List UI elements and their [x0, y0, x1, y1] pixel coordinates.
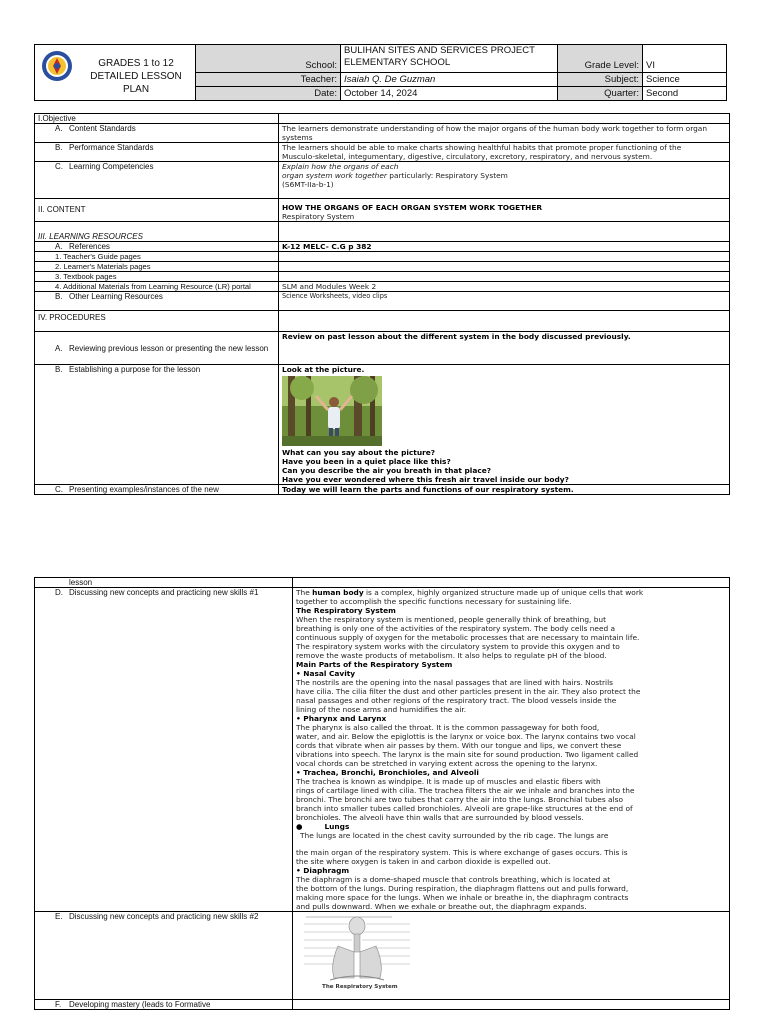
- d-di-line4: and pulls downward. When we exhale or breathe out, the diaphragm expands.: [296, 902, 587, 911]
- procedure-e-label: [35, 912, 293, 1000]
- procedure-b-question1: What can you say about the picture?: [282, 448, 436, 457]
- d-heading-diaphragm: • Diaphragm: [296, 866, 350, 875]
- d-di-line2: the bottom of the lungs. During respiration, the diaphragm flattens out and pulls forward,: [296, 884, 629, 893]
- performance-standards-line1: The learners should be able to make charts showing healthful habits that promote proper functioning of the: [282, 143, 682, 152]
- d-lu-gap: [296, 840, 726, 848]
- competencies-label: [35, 162, 279, 199]
- procedure-f-label: [35, 1000, 293, 1010]
- procedures-heading: IV. PROCEDURES: [35, 311, 279, 332]
- d-tb-line5: bronchioles. The alveoli have thin walls that are surrounded by blood vessels.: [296, 813, 584, 822]
- d-pl-line3: cords that vibrate when air passes by them. With our tongue and lips, we convert these: [296, 741, 622, 750]
- forest-girl-photo: [282, 376, 382, 446]
- content-heading: II. CONTENT: [35, 199, 279, 222]
- header-table: [34, 44, 727, 101]
- references-letter: A.: [55, 242, 63, 251]
- procedure-d-text: Discussing new concepts and practicing new skills #1: [69, 588, 259, 597]
- content-standards-text: Content Standards: [69, 124, 136, 133]
- d-pl-line2: water, and air. Below the epiglottis is the larynx or voice box. The larynx contains two vocal: [296, 732, 636, 741]
- resources-heading: III. LEARNING RESOURCES: [35, 222, 279, 242]
- d-heading-respiratory: The Respiratory System: [296, 606, 396, 615]
- d-tb-line3: bronchi. The bronchi are two tubes that carry the air into the lungs. Bronchial tubes also: [296, 795, 623, 804]
- teachers-guide-label: 1. Teacher's Guide pages: [35, 252, 279, 262]
- procedure-a-value: Review on past lesson about the different system in the body discussed previously.: [279, 332, 730, 365]
- content-value: [279, 199, 730, 222]
- teacher-value: Isaiah Q. De Guzman: [341, 73, 558, 87]
- d-rs-line5: remove the waste products of metabolism. It also helps to regulate pH of the blood.: [296, 651, 607, 660]
- procedure-e-value: [293, 912, 730, 1000]
- d-tb-line2: rings of cartilage lined with cilia. The trachea filters the air we inhale and branches into the: [296, 786, 635, 795]
- d-nc-line1: The nostrils are the opening into the nasal passages that are lined with hairs. Nostrils: [296, 678, 613, 687]
- d-nc-line3: nasal passages and other regions of the respiratory tract. The blood vessels inside the: [296, 696, 617, 705]
- procedure-f-letter: F.: [55, 1000, 62, 1009]
- d-lu-line2: the main organ of the respiratory system. This is where exchange of gases occurs. This is: [296, 848, 628, 857]
- procedure-b-value: [279, 365, 730, 485]
- procedure-c-label: [35, 485, 279, 495]
- d-intro-bold: human body: [312, 588, 364, 597]
- d-heading-nasal: • Nasal Cavity: [296, 669, 356, 678]
- competencies-letter: C.: [55, 162, 63, 171]
- procedure-f-value: [293, 1000, 730, 1010]
- d-tb-line4: branch into smaller tubes called bronchioles. Alveoli are grape-like structures at the end of: [296, 804, 633, 813]
- date-value: October 14, 2024: [341, 87, 558, 101]
- other-resources-letter: B.: [55, 292, 63, 301]
- d-tb-line1: The trachea is known as windpipe. It is made up of muscles and elastic fibers with: [296, 777, 601, 786]
- subject-label: Subject:: [558, 73, 643, 87]
- procedure-d-value: [293, 588, 730, 912]
- grade-label: Grade Level:: [558, 45, 643, 73]
- competencies-value: [279, 162, 730, 199]
- d-rs-line4: The respiratory system works with the circulatory system to provide this oxygen and to: [296, 642, 620, 651]
- school-line2: ELEMENTARY SCHOOL: [344, 57, 451, 68]
- quarter-value: Second: [643, 87, 727, 101]
- competencies-line2-rest: particularly: Respiratory System: [386, 171, 508, 180]
- procedure-c-value-cont: [293, 578, 730, 588]
- plan-title-line2: DETAILED LESSON PLAN: [90, 71, 182, 95]
- performance-standards-line2: Musculo-skeletal, integumentary, digestive, circulatory, excretory, respiratory, and nervous system.: [282, 152, 653, 161]
- procedure-b-intro: Look at the picture.: [282, 365, 365, 374]
- d-rs-line2: breathing is only one of the activities of the respiratory system. The body cells need a: [296, 624, 616, 633]
- d-lu-line3: the site where oxygen is taken in and carbon dioxide is expelled out.: [296, 857, 551, 866]
- d-heading-lungs: [296, 822, 726, 831]
- school-line1: BULIHAN SITES AND SERVICES PROJECT: [344, 45, 535, 56]
- competencies-line2-italic: organ system work together: [282, 171, 387, 180]
- procedure-a-text: Reviewing previous lesson or presenting the new lesson: [69, 344, 269, 353]
- d-pl-line5: vocal chords can be stretched in varying extent across the opening to the larynx.: [296, 759, 598, 768]
- teacher-label: Teacher:: [196, 73, 341, 87]
- learners-materials-value: [279, 262, 730, 272]
- d-heading-main-parts: Main Parts of the Respiratory System: [296, 660, 453, 669]
- d-lu-line1: The lungs are located in the chest cavity surrounded by the rib cage. The lungs are: [300, 831, 609, 840]
- respiratory-system-diagram: [300, 914, 415, 999]
- school-label: School:: [196, 45, 341, 73]
- procedure-c-text: Presenting examples/instances of the new: [69, 485, 219, 494]
- references-text: References: [69, 242, 110, 251]
- procedure-b-text: Establishing a purpose for the lesson: [69, 365, 201, 374]
- content-title: HOW THE ORGANS OF EACH ORGAN SYSTEM WORK TOGETHER: [282, 203, 543, 212]
- procedure-b-label: [35, 365, 279, 485]
- d-pl-line1: The pharynx is also called the throat. It is the common passageway for both food,: [296, 723, 600, 732]
- competencies-line2: [282, 171, 726, 180]
- performance-standards-label: [35, 143, 279, 162]
- respiratory-diagram-icon: [300, 914, 415, 994]
- d-di-line1: The diaphragm is a dome-shaped muscle that controls breathing, which is located at: [296, 875, 611, 884]
- performance-standards-text: Performance Standards: [69, 143, 154, 152]
- other-resources-label: [35, 292, 279, 311]
- competencies-line1: Explain how the organs of each: [282, 162, 399, 171]
- performance-standards-letter: B.: [55, 143, 63, 152]
- header-logo-cell: [35, 45, 196, 101]
- procedures-heading-right: [279, 311, 730, 332]
- procedure-b-question3: Can you describe the air you breath in that place?: [282, 466, 492, 475]
- procedure-a-letter: A.: [55, 344, 63, 353]
- plan-title: [82, 57, 190, 96]
- d-intro-pre: The: [296, 588, 313, 597]
- other-resources-value: Science Worksheets, video clips: [279, 292, 730, 311]
- lesson-plan-table-page2: [34, 577, 730, 1010]
- learners-materials-label: 2. Learner's Materials pages: [35, 262, 279, 272]
- references-label: [35, 242, 279, 252]
- procedure-c-value: Today we will learn the parts and functions of our respiratory system.: [279, 485, 730, 495]
- date-label: Date:: [196, 87, 341, 101]
- quarter-label: Quarter:: [558, 87, 643, 101]
- procedure-a-label: [35, 332, 279, 365]
- performance-standards-value: [279, 143, 730, 162]
- procedure-f-text: Developing mastery (leads to Formative: [69, 1000, 211, 1009]
- d-intro-line2: together to accomplish the specific functions necessary for sustaining life.: [296, 597, 572, 606]
- procedure-b-question2: Have you been in a quiet place like this?: [282, 457, 451, 466]
- procedure-d-label: [35, 588, 293, 912]
- d-pl-line4: vibrations into speech. The larynx is the main site for sound production. Two ligament called: [296, 750, 639, 759]
- content-standards-letter: A.: [55, 124, 63, 133]
- teachers-guide-value: [279, 252, 730, 262]
- procedure-b-question4: Have you ever wondered where this fresh air travel inside our body?: [282, 475, 569, 484]
- bullet-icon: ●: [296, 822, 303, 831]
- d-nc-line2: have cilia. The cilia filter the dust and other particles present in the air. They also protect the: [296, 687, 641, 696]
- procedure-e-text: Discussing new concepts and practicing new skills #2: [69, 912, 259, 921]
- competencies-text: Learning Competencies: [69, 162, 154, 171]
- procedure-e-letter: E.: [55, 912, 63, 921]
- plan-title-line1: GRADES 1 to 12: [98, 58, 174, 69]
- other-resources-text: Other Learning Resources: [69, 292, 163, 301]
- procedure-b-letter: B.: [55, 365, 63, 374]
- lesson-plan-table-page1: [34, 113, 730, 495]
- d-intro-post: is a complex, highly organized structure made up of unique cells that work: [363, 588, 644, 597]
- d-di-line3: making more space for the lungs. When we inhale or breathe in, the diaphragm contracts: [296, 893, 629, 902]
- procedure-d-letter: D.: [55, 588, 63, 597]
- objective-heading: I.Objective: [35, 114, 279, 124]
- subject-value: Science: [643, 73, 727, 87]
- grade-value: VI: [643, 45, 727, 73]
- d-heading-pharynx: • Pharynx and Larynx: [296, 714, 387, 723]
- deped-seal-icon: [41, 50, 73, 82]
- procedure-e-label-wrap: [55, 912, 289, 921]
- forest-photo-icon: [282, 376, 382, 446]
- school-value: [341, 45, 558, 73]
- procedure-c-letter: C.: [55, 485, 63, 494]
- procedure-c-label-cont: lesson: [35, 578, 293, 588]
- procedure-d-label-wrap: [55, 588, 289, 597]
- content-standards-value: The learners demonstrate understanding of how the major organs of the human body work together to form organ systems: [279, 124, 730, 143]
- references-value: K-12 MELC- C.G p 382: [279, 242, 730, 252]
- content-subtitle: Respiratory System: [282, 212, 355, 221]
- d-intro-line1: [296, 588, 726, 597]
- textbook-label: 3. Textbook pages: [35, 272, 279, 282]
- respiratory-diagram-caption: The Respiratory System: [322, 984, 398, 990]
- objective-heading-right: [279, 114, 730, 124]
- d-heading-lungs-text: Lungs: [324, 822, 350, 831]
- additional-materials-value: SLM and Modules Week 2: [279, 282, 730, 292]
- resources-heading-right: [279, 222, 730, 242]
- d-nc-line4: lining of the nose arms and humidifies the air.: [296, 705, 467, 714]
- competencies-code: (S6MT-IIa-b-1): [282, 180, 334, 189]
- additional-materials-label: 4. Additional Materials from Learning Resource (LR) portal: [35, 282, 279, 292]
- textbook-value: [279, 272, 730, 282]
- d-rs-line1: When the respiratory system is mentioned, people generally think of breathing, but: [296, 615, 606, 624]
- d-heading-trachea: • Trachea, Bronchi, Bronchioles, and Alveoli: [296, 768, 479, 777]
- d-rs-line3: continuous supply of oxygen for the metabolic processes that are necessary to maintain life.: [296, 633, 640, 642]
- content-standards-label: [35, 124, 279, 143]
